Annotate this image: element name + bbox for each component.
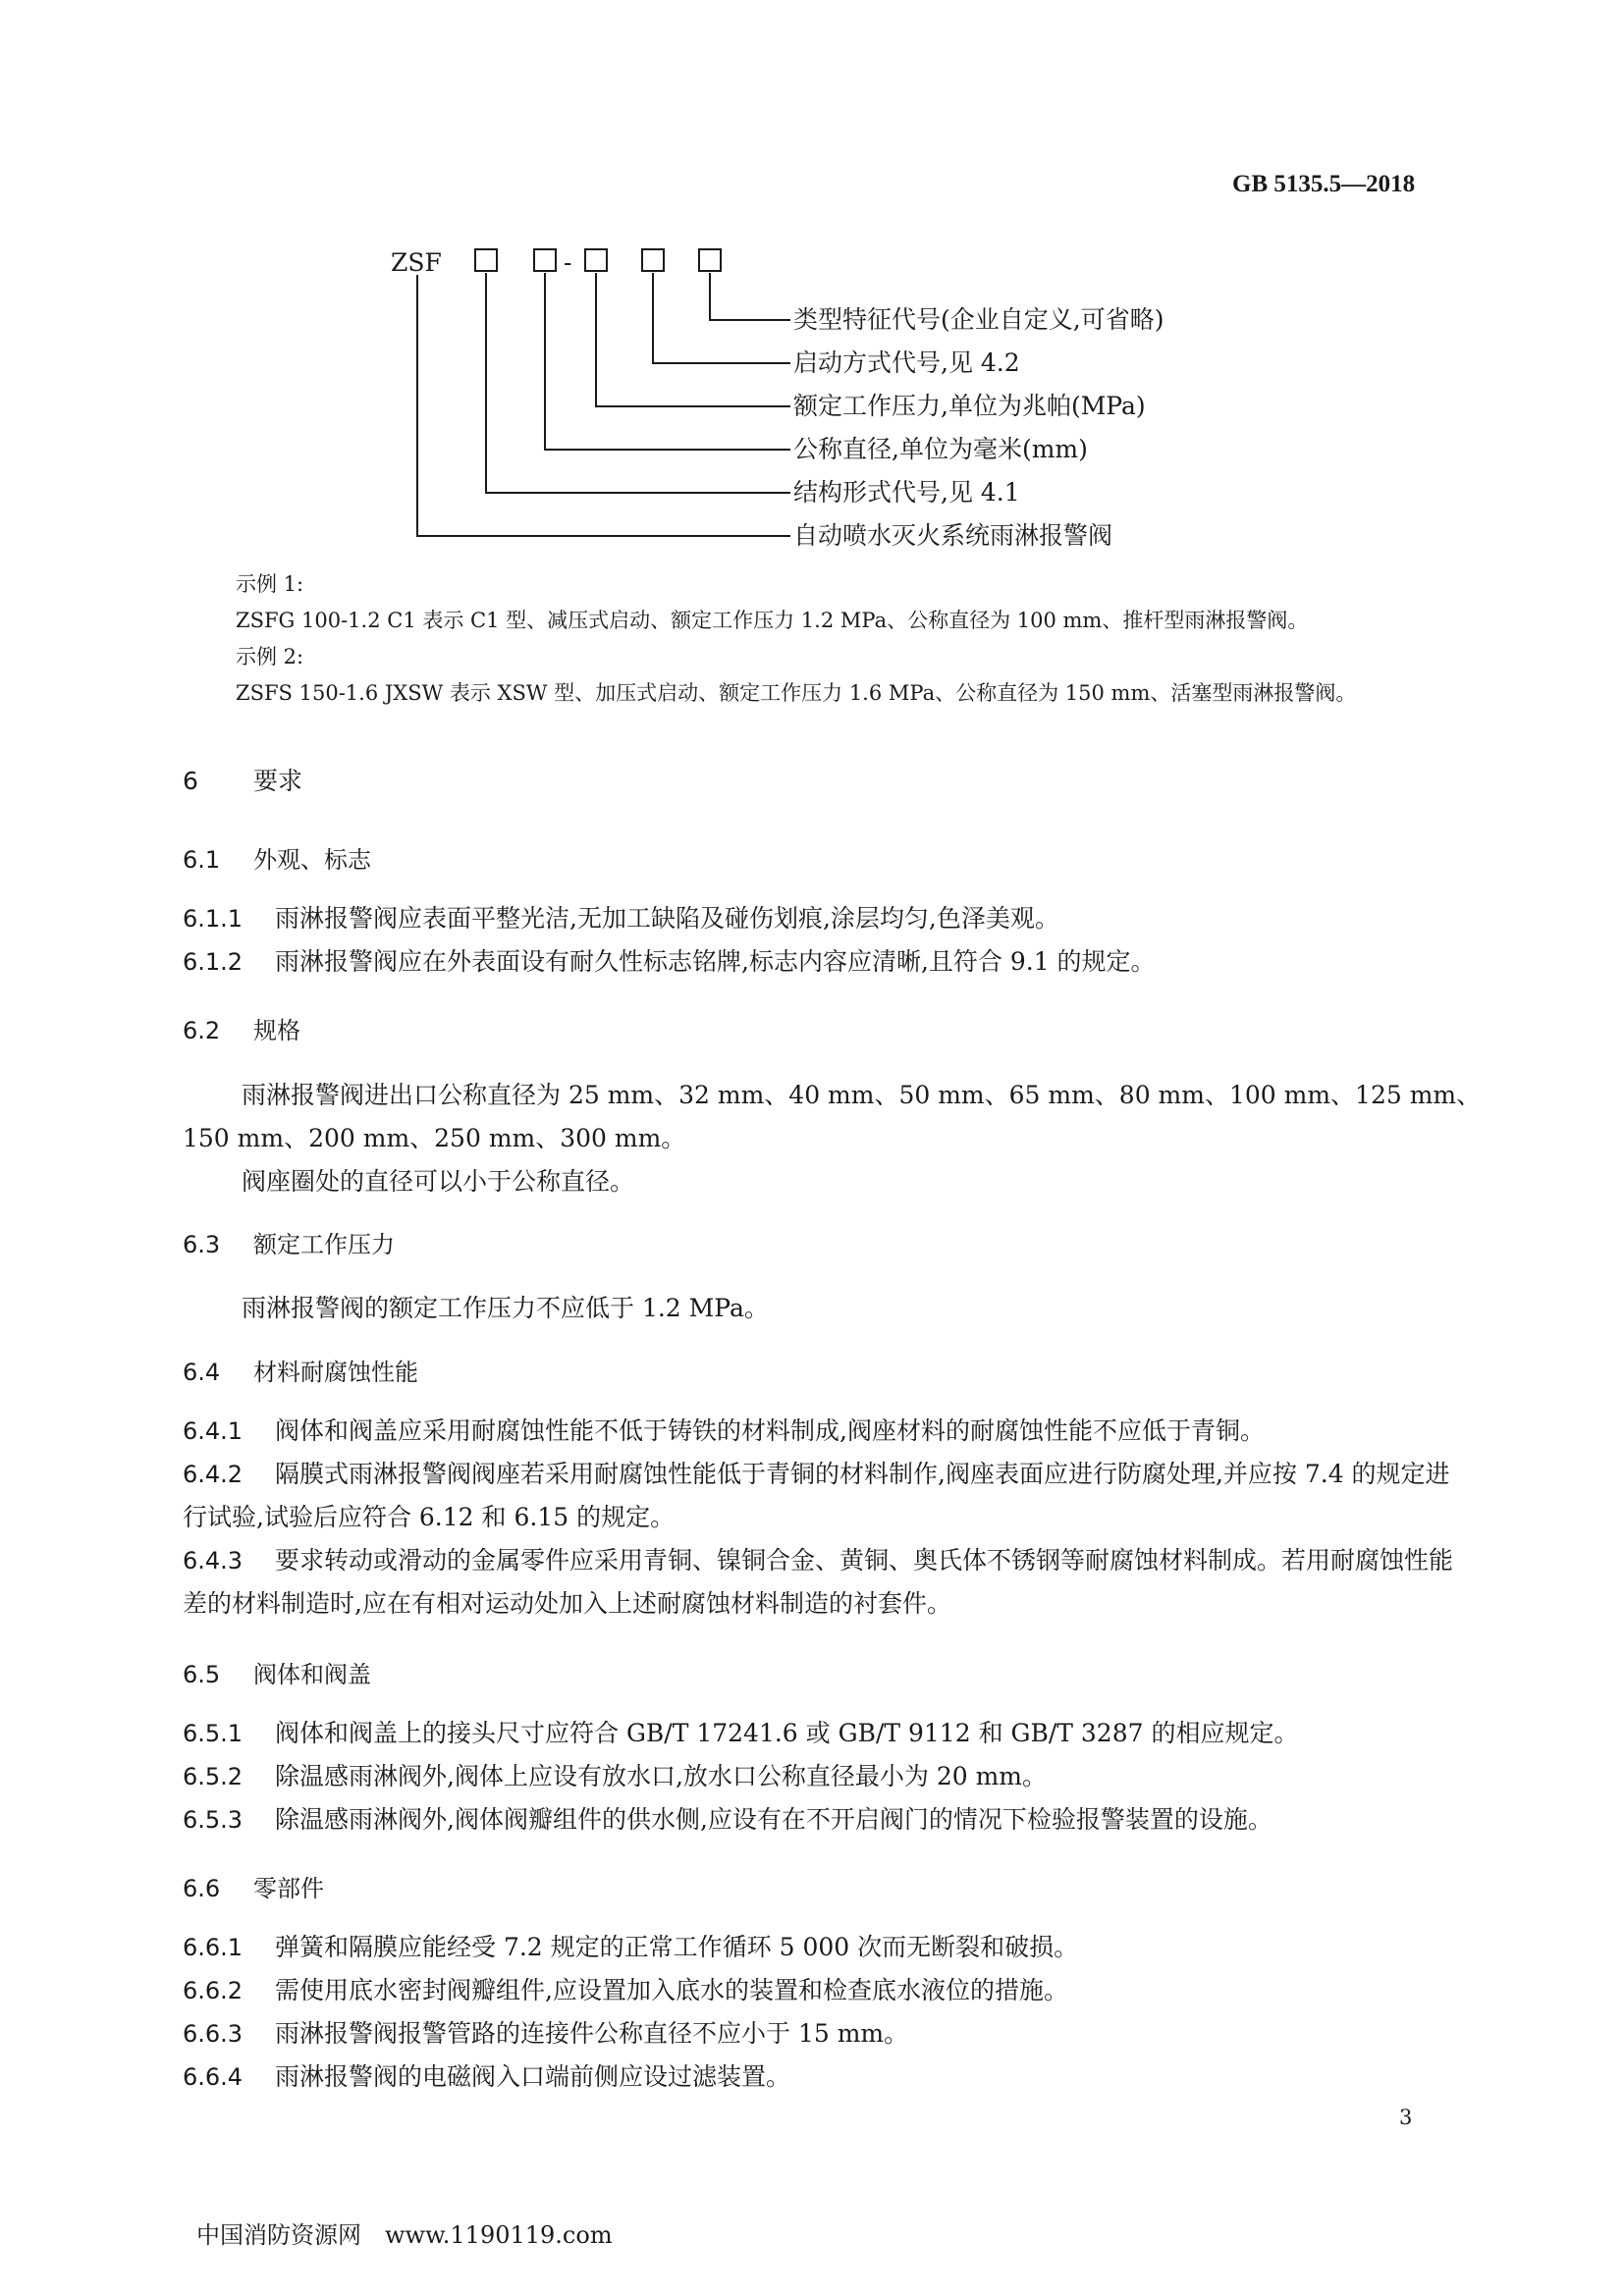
subsection-heading: 6.4 材料耐腐蚀性能 xyxy=(183,1359,418,1386)
leader-diameter xyxy=(545,273,790,450)
subsection-heading: 6.2 规格 xyxy=(183,1017,300,1044)
box-structure xyxy=(475,249,497,271)
clause: 6.5.2 除温感雨淋阀外,阀体上应设有放水口,放水口公称直径最小为 20 mm。 xyxy=(183,1762,1048,1790)
clause: 6.4.2 隔膜式雨淋报警阀阀座若采用耐腐蚀性能低于青铜的材料制作,阀座表面应进行防腐处理,并应按 7.4 的规定进行试验,试验后应符合 6.12 和 6.15 的规定。 xyxy=(183,1460,1450,1531)
example-title: 示例 1: xyxy=(236,572,304,596)
leader-structure xyxy=(486,273,790,493)
clause: 6.1.2 雨淋报警阀应在外表面设有耐久性标志铭牌,标志内容应清晰,且符合 9.1 的规定。 xyxy=(183,947,1156,976)
clause: 6.4.1 阀体和阀盖应采用耐腐蚀性能不低于铸铁的材料制成,阀座材料的耐腐蚀性能不应低于青铜。 xyxy=(183,1416,1265,1445)
diagram-prefix: ZSF xyxy=(391,248,442,277)
box-pressure xyxy=(585,249,607,271)
leader-type xyxy=(710,273,790,320)
box-type xyxy=(699,249,721,271)
clause: 6.4.3 要求转动或滑动的金属零件应采用青铜、镍铜合金、黄铜、奥氏体不锈钢等耐腐蚀材料制成。若用耐腐蚀性能差的材料制造时,应在有相对运动处加入上述耐腐蚀材料制造的衬套件。 xyxy=(183,1546,1454,1618)
paragraph: 阀座圈处的直径可以小于公称直径。 xyxy=(242,1167,635,1196)
standard-code: GB 5135.5—2018 xyxy=(1232,171,1416,197)
box-start xyxy=(642,249,664,271)
diagram-dash: - xyxy=(564,248,572,277)
footer-watermark: 中国消防资源网 www.1190119.com xyxy=(196,2221,613,2249)
diagram-label: 额定工作压力,单位为兆帕(MPa) xyxy=(793,392,1146,420)
clause: 6.1.1 雨淋报警阀应表面平整光洁,无加工缺陷及碰伤划痕,涂层均匀,色泽美观。 xyxy=(183,904,1059,933)
diagram-label: 启动方式代号,见 4.2 xyxy=(793,348,1020,377)
diagram-label: 结构形式代号,见 4.1 xyxy=(793,478,1020,507)
subsection-heading: 6.6 零部件 xyxy=(183,1875,324,1902)
subsection-heading: 6.3 额定工作压力 xyxy=(183,1231,395,1258)
paragraph: 雨淋报警阀进出口公称直径为 25 mm、32 mm、40 mm、50 mm、65 mm、80 mm、100 mm、125 mm、 xyxy=(242,1081,1482,1109)
diagram-label: 类型特征代号(企业自定义,可省略) xyxy=(793,305,1164,334)
diagram-label: 自动喷水灭火系统雨淋报警阀 xyxy=(793,521,1113,550)
clause: 6.6.3 雨淋报警阀报警管路的连接件公称直径不应小于 15 mm。 xyxy=(183,2019,909,2048)
leader-start xyxy=(653,273,790,363)
example-text: ZSFG 100-1.2 C1 表示 C1 型、减压式启动、额定工作压力 1.2 MPa、公称直径为 100 mm、推杆型雨淋报警阀。 xyxy=(236,609,1309,632)
clause: 6.6.1 弹簧和隔膜应能经受 7.2 规定的正常工作循环 5 000 次而无断裂和破损。 xyxy=(183,1933,1079,1961)
paragraph-continued: 150 mm、200 mm、250 mm、300 mm。 xyxy=(183,1124,686,1152)
clause: 6.5.3 除温感雨淋阀外,阀体阀瓣组件的供水侧,应设有在不开启阀门的情况下检验报警装置的设施。 xyxy=(183,1805,1272,1834)
example-title: 示例 2: xyxy=(236,645,304,668)
subsection-heading: 6.1 外观、标志 xyxy=(183,846,371,874)
page-number: 3 xyxy=(1399,2106,1413,2129)
clause: 6.5.1 阀体和阀盖上的接头尺寸应符合 GB/T 17241.6 或 GB/T 9112 和 GB/T 3287 的相应规定。 xyxy=(183,1719,1299,1747)
box-diameter xyxy=(534,249,556,271)
diagram-label: 公称直径,单位为毫米(mm) xyxy=(793,435,1088,463)
example-text: ZSFS 150-1.6 JXSW 表示 XSW 型、加压式启动、额定工作压力 1.6 MPa、公称直径为 150 mm、活塞型雨淋报警阀。 xyxy=(236,681,1357,705)
subsection-heading: 6.5 阀体和阀盖 xyxy=(183,1661,371,1688)
clause: 6.6.2 需使用底水密封阀瓣组件,应设置加入底水的装置和检查底水液位的措施。 xyxy=(183,1976,1068,2004)
leader-pressure xyxy=(596,273,790,406)
paragraph: 雨淋报警阀的额定工作压力不应低于 1.2 MPa。 xyxy=(242,1294,769,1322)
clause: 6.6.4 雨淋报警阀的电磁阀入口端前侧应设过滤装置。 xyxy=(183,2062,791,2091)
section-heading: 6 要求 xyxy=(183,767,303,795)
